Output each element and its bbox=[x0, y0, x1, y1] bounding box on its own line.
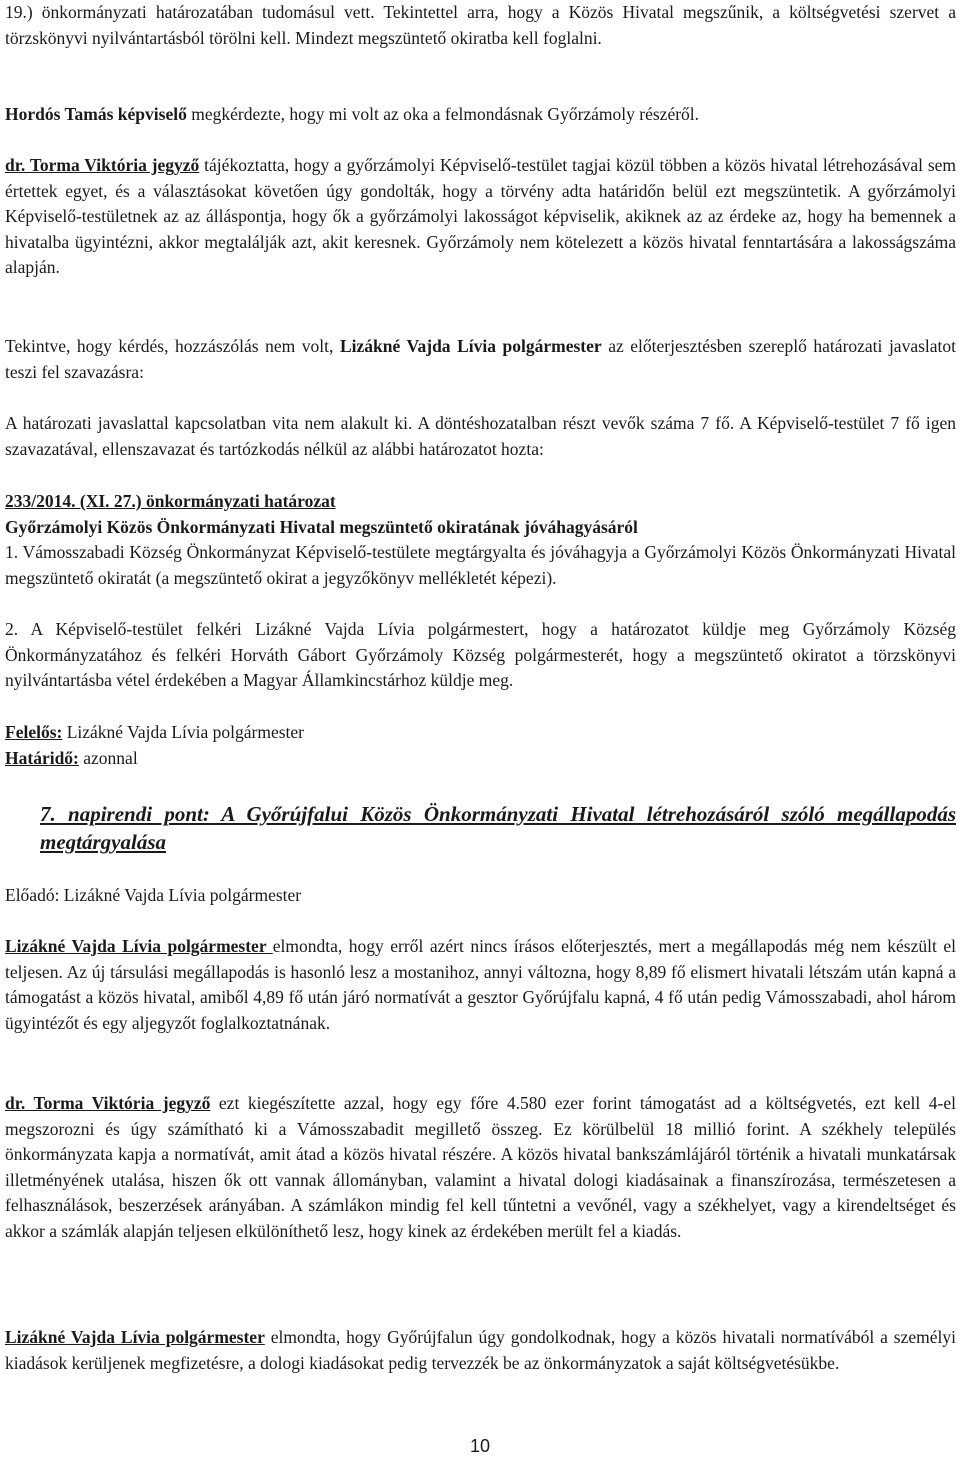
paragraph-text: az előterjesztésben szereplő határozati javaslatot teszi fel szavazásra: bbox=[5, 336, 957, 382]
speaker-name: Lizákné Vajda Lívia polgármester bbox=[339, 336, 602, 356]
agenda-item-7-heading: 7. napirendi pont: A Győrújfalui Közös Önkormányzati Hivatal létrehozásáról szóló megállapodás megtárgyalása bbox=[40, 802, 956, 854]
resolution-deadline: Határidő: azonnal bbox=[5, 748, 138, 768]
paragraph-vote-call bbox=[5, 334, 956, 385]
page-number: 10 bbox=[469, 1436, 491, 1456]
paragraph-text: Tekintve, hogy kérdés, hozzászólás nem volt, bbox=[5, 336, 340, 356]
resolution-title: Győrzámolyi Közös Önkormányzati Hivatal megszüntető okiratának jóváhagyásáról bbox=[5, 517, 638, 537]
paragraph-torma-answer bbox=[5, 153, 956, 281]
paragraph-text: ezt kiegészítette azzal, hogy egy főre 4.580 ezer forint támogatást ad a költségvetés, ezt kell 4-el megszorozni és úgy számítható ki a Vámosszabadit megillető összeg. Ez körülbelül 18 millió forint. A székhely település önkormányzata kapja a normatívát, amit átad a közös hivatal részére. A közös hivatal bankszámlájáról történik a hivatali munkatársak illetményének utalása, hiszen ők ott vannak állományban, valamint a hivatal dologi kiadásainak a finanszírozása, természetesen a felhasználások, beszerzések arányában. A számlákon mindig fel kell tűntetni a vevőnél, vagy a székhelyet, vagy a kirendeltséget és akkor a számlák alapján teljesen elkülöníthető lesz, hogy kinek az érdekében merült fel a kiadás. bbox=[5, 1093, 956, 1241]
speaker-name: dr. Torma Viktória jegyző bbox=[5, 1093, 211, 1113]
paragraph-text: tájékoztatta, hogy a győrzámolyi Képviselő-testület tagjai közül többen a közös hivatal létrehozásával sem értettek egyet, és a választásokat követően úgy gondolták, hogy a törvény adta határidőn belül ezt megszüntetik. A győrzámolyi Képviselő-testületnek az az álláspontja, hogy ők a győrzámolyi lakosságot képviselik, akiknek az az érdeke az, hogy ha bemennek a hivatalba ügyintézni, akkor megtalálják azt, akit keresnek. Győrzámoly nem kötelezett a közös hivatal fenntartására a lakosságszáma alapján. bbox=[5, 155, 957, 278]
paragraph-text: elmondta, hogy Győrújfalun úgy gondolkodnak, hogy a közös hivatali normatívából a személyi kiadások kerüljenek megfizetésre, a dologi kiadásokat pedig tervezzék be az önkormányzatok a saját költségvetésükbe. bbox=[5, 1327, 956, 1373]
paragraph-intro: 19.) önkormányzati határozatában tudomásul vett. Tekintettel arra, hogy a Közös Hivatal megszűnik, a költségvetési szervet a törzskönyvi nyilvántartásból törölni kell. Mindezt megszüntető okiratba kell foglalni. bbox=[5, 2, 956, 48]
resolution-responsible: Felelős: Lizákné Vajda Lívia polgármester bbox=[5, 722, 305, 742]
speaker-name: Lizákné Vajda Lívia polgármester bbox=[5, 1327, 265, 1347]
resolution-number: 233/2014. (XI. 27.) önkormányzati határozat bbox=[5, 491, 336, 511]
paragraph-text: elmondta, hogy erről azért nincs írásos előterjesztés, mert a megállapodás még nem készült el teljesen. Az új társulási megállapodás is hasonló lesz a mostanihoz, annyi változna, hogy 8,89 fő elismert hivatali létszám után kapná a támogatást a közös hivatal, amiből 4,89 fő után járó normatívát a gesztor Győrújfalu kapná, 4 fő után pedig Vámosszabadi, ahol három ügyintézőt és egy aljegyzőt foglalkoztatnának. bbox=[5, 936, 956, 1033]
paragraph-lizakne-1 bbox=[5, 934, 956, 1036]
paragraph-torma-2 bbox=[5, 1091, 956, 1245]
speaker-name: dr. Torma Viktória jegyző bbox=[5, 155, 200, 175]
resolution-item-1: 1. Vámosszabadi Község Önkormányzat Képviselő-testülete megtárgyalta és jóváhagyja a Győrzámolyi Közös Önkormányzati Hivatal megszüntető okiratát (a megszüntető okirat a jegyzőkönyv mellékletét képezi). bbox=[5, 542, 956, 588]
resolution-item-2: 2. A Képviselő-testület felkéri Lizákné Vajda Lívia polgármestert, hogy a határozatot küldje meg Győrzámoly Község Önkormányzatához és felkéri Horváth Gábort Győrzámoly Község polgármesterét, hogy a megszüntető okiratot a törzskönyvi nyilvántartásba vétel érdekében a Magyar Államkincstárhoz küldje meg. bbox=[5, 619, 956, 691]
paragraph-hordos-question bbox=[5, 102, 956, 128]
paragraph-lizakne-2 bbox=[5, 1325, 956, 1376]
speaker-name: Lizákné Vajda Lívia polgármester bbox=[5, 936, 273, 956]
presenter-line: Előadó: Lizákné Vajda Lívia polgármester bbox=[5, 885, 302, 905]
paragraph-vote-result: A határozati javaslattal kapcsolatban vita nem alakult ki. A döntéshozatalban részt vevők száma 7 fő. A Képviselő-testület 7 fő igen szavazatával, ellenszavazat és tartózkodás nélkül az alábbi határozatot hozta: bbox=[5, 413, 956, 459]
paragraph-text: megkérdezte, hogy mi volt az oka a felmondásnak Győrzámoly részéről. bbox=[186, 104, 700, 124]
speaker-name: Hordós Tamás képviselő bbox=[5, 104, 187, 124]
